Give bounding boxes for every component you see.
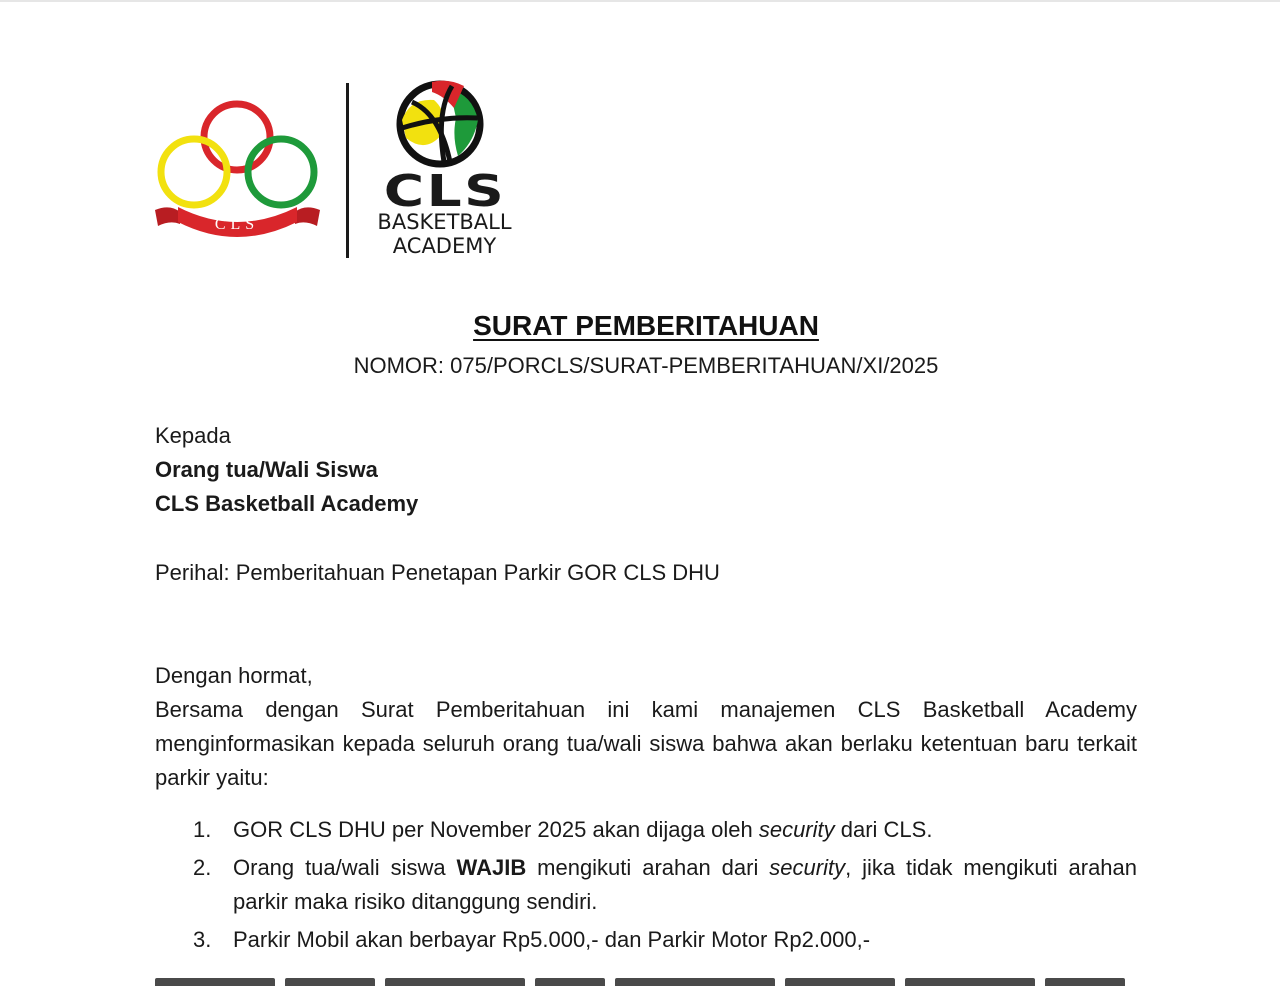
subject-line: Perihal: Pemberitahuan Penetapan Parkir GOR CLS DHU [155,560,720,585]
top-border [0,0,1280,2]
left-logo-text: CLS [214,216,260,233]
yellow-ring-icon [161,139,227,205]
rules-list [155,813,1137,961]
logo-wordmark: CLS [383,166,507,217]
logo-subtitle-line2: ACADEMY [392,234,497,258]
recipient-to: Kepada [155,423,231,448]
cropped-text-line [155,972,1137,986]
list-number: 2. [193,855,212,880]
list-item: 3. Parkir Mobil akan berbayar Rp5.000,- dan Parkir Motor Rp2.000,- [155,923,1137,957]
cls-basketball-academy-logo [362,72,527,272]
list-item: 1. GOR CLS DHU per November 2025 akan dijaga oleh security dari CLS. [155,813,1137,847]
list-number: 3. [193,927,212,952]
list-item: 2. Orang tua/wali siswa WAJIB mengikuti arahan dari security, jika tidak mengikuti arahan parkir maka risiko ditanggung sendiri. [155,851,1137,919]
list-number: 1. [193,817,212,842]
basketball-icon [392,72,492,170]
cls-rings-logo [150,92,325,247]
logo-subtitle-line1: BASKETBALL [377,210,512,234]
green-ring-icon [248,139,314,205]
ribbon-icon [155,207,180,226]
recipient-line2: CLS Basketball Academy [155,491,419,516]
salutation: Dengan hormat, [155,663,313,688]
document-title: SURAT PEMBERITAHUAN [473,310,819,341]
intro-paragraph: Bersama dengan Surat Pemberitahuan ini kami manajemen CLS Basketball Academy menginformasikan kepada seluruh orang tua/wali siswa bahwa akan berlaku ketentuan baru terkait parkir yaitu: [155,697,1137,790]
red-ring-icon [204,104,270,170]
recipient-line1: Orang tua/Wali Siswa [155,457,378,482]
logo-divider [346,83,349,258]
document-number: NOMOR: 075/PORCLS/SURAT-PEMBERITAHUAN/XI/2025 [353,353,939,378]
